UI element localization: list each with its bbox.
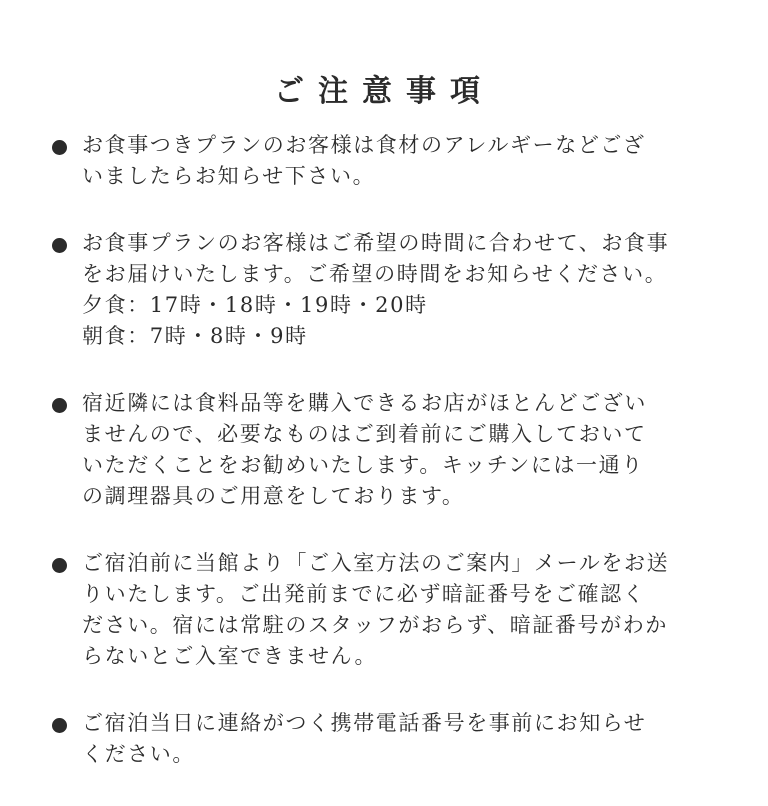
note-text (82, 228, 724, 352)
note-allergy (52, 130, 724, 192)
note-text (82, 130, 724, 192)
note-line: ください。 (82, 742, 195, 766)
note-line: ご宿泊当日に連絡がつく携帯電話番号を事前にお知らせ (82, 711, 647, 735)
dinner-times: 夕食：17時・18時・19時・20時 (82, 293, 428, 317)
bullet-icon (52, 718, 67, 733)
note-line: をお届けいたします。ご希望の時間をお知らせください。 (82, 262, 668, 286)
note-text (82, 388, 724, 512)
note-line: 宿近隣には食料品等を購入できるお店がほとんどござい (82, 391, 647, 415)
note-check-in (52, 548, 724, 672)
note-text (82, 548, 724, 672)
bullet-icon (52, 398, 67, 413)
note-shopping (52, 388, 724, 512)
note-line: ご宿泊前に当館より「ご入室方法のご案内」メールをお送 (82, 551, 670, 575)
note-line: らないとご入室できません。 (82, 644, 378, 668)
bullet-icon (52, 558, 67, 573)
note-meal-times (52, 228, 724, 352)
note-line: いただくことをお勧めいたします。キッチンには一通り (82, 453, 644, 477)
bullet-icon (52, 238, 67, 253)
note-line: ませんので、必要なものはご到着前にご購入しておいて (82, 422, 647, 446)
page-title: ご注意事項 (274, 74, 494, 110)
note-text (82, 708, 724, 770)
note-line: お食事つきプランのお客様は食材のアレルギーなどござ (82, 133, 646, 157)
bullet-icon (52, 140, 67, 155)
notes-list (52, 130, 724, 806)
breakfast-times: 朝食：7時・8時・9時 (82, 324, 308, 348)
note-contact (52, 708, 724, 770)
note-line: りいたします。ご出発前までに必ず暗証番号をご確認く (82, 582, 646, 606)
note-line: の調理器具のご用意をしております。 (82, 484, 465, 508)
note-line: いましたらお知らせ下さい。 (82, 164, 376, 188)
note-line: ださい。宿には常駐のスタッフがおらず、暗証番号がわか (82, 613, 668, 637)
note-line: お食事プランのお客様はご希望の時間に合わせて、お食事 (82, 231, 670, 255)
